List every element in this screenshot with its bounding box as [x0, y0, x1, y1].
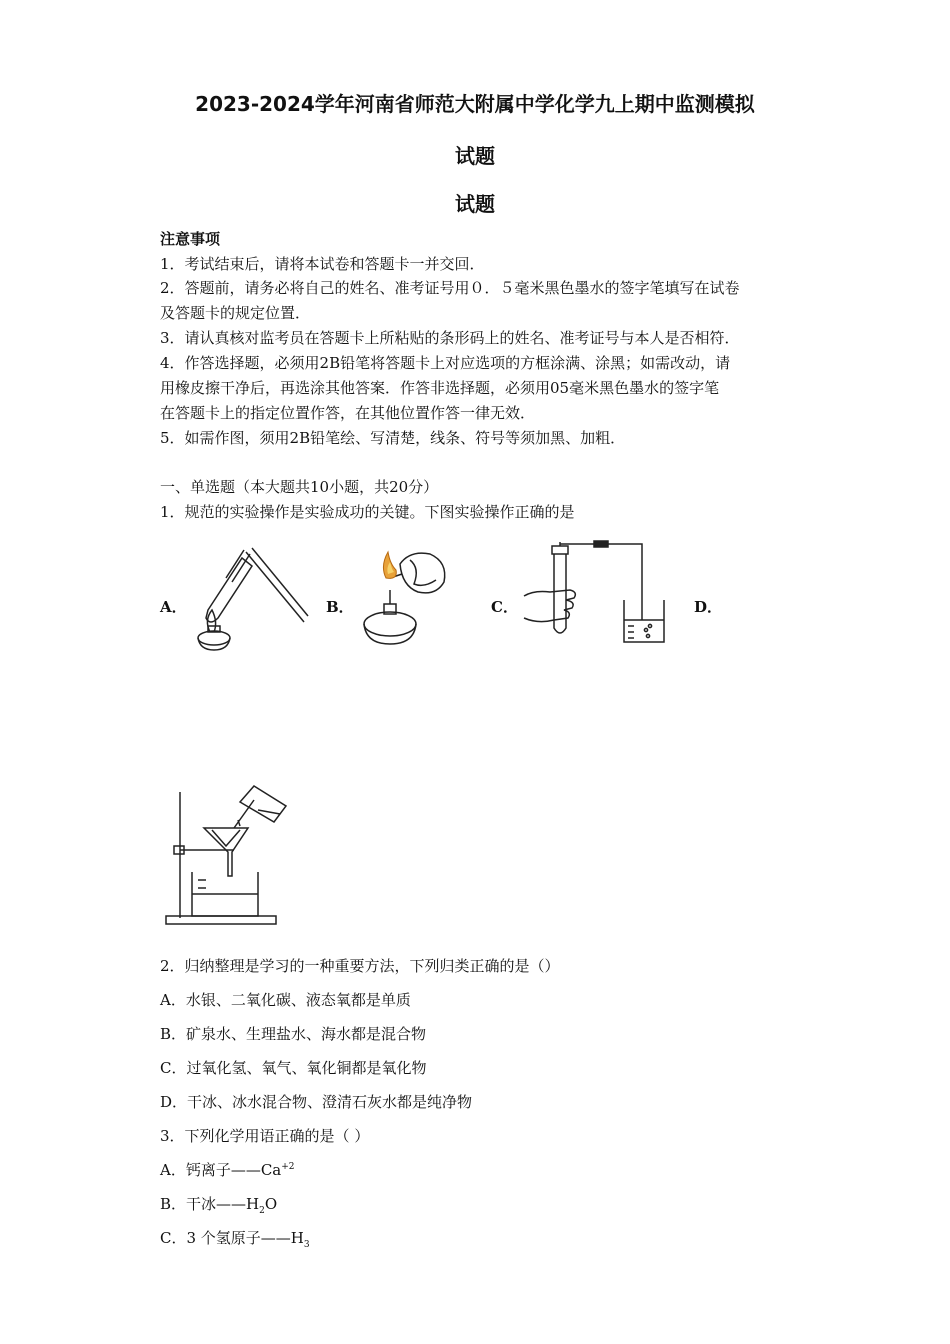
q2-option-b: B．矿泉水、生理盐水、海水都是混合物: [160, 1025, 427, 1043]
notice-heading: 注意事项: [160, 230, 221, 248]
q2-option-d: D．干冰、冰水混合物、澄清石灰水都是纯净物: [160, 1093, 473, 1111]
notice-item: 在答题卡上的指定位置作答，在其他位置作答一律无效．: [160, 404, 536, 422]
figure-a-heating-test-tube: [186, 540, 310, 652]
figure-d-filtration: [162, 780, 292, 930]
q1-label-c: C．: [491, 598, 518, 616]
q3-option-b: [160, 1193, 277, 1216]
q3-option-c-text: C．3 个氢原子——H: [160, 1229, 304, 1247]
q3-option-c: [160, 1227, 310, 1250]
q2-stem: 2．归纳整理是学习的一种重要方法，下列归类正确的是（）: [160, 957, 560, 975]
q2-option-a: A．水银、二氧化碳、液态氧都是单质: [160, 991, 411, 1009]
q3-stem: 3．下列化学用语正确的是（ ）: [160, 1127, 370, 1145]
q3-option-b-sub: 2: [259, 1206, 265, 1216]
figure-c-airtightness-check: [520, 540, 672, 646]
notice-item: 5．如需作图，须用2B铅笔绘、写清楚，线条、符号等须加黑、加粗．: [160, 429, 626, 447]
notice-item: 2．答题前，请务必将自己的姓名、准考证号用０．５毫米黑色墨水的签字笔填写在试卷: [160, 279, 740, 297]
notice-item: 及答题卡的规定位置．: [160, 304, 311, 322]
q1-stem: 1．规范的实验操作是实验成功的关键。下图实验操作正确的是: [160, 503, 575, 521]
q3-option-a-charge: +2: [281, 1162, 295, 1172]
doc-title-line1: 2023-2024学年河南省师范大附属中学化学九上期中监测模拟: [195, 92, 755, 116]
notice-item: 用橡皮擦干净后，再选涂其他答案．作答非选择题，必须用05毫米黑色墨水的签字笔: [160, 379, 720, 397]
q1-label-b: B．: [326, 598, 354, 616]
q3-option-b-tail: O: [264, 1195, 278, 1213]
section-heading: 一、单选题（本大题共10小题，共20分）: [160, 478, 439, 496]
q3-option-b-text: B．干冰——H: [160, 1195, 260, 1213]
notice-item: 1．考试结束后，请将本试卷和答题卡一并交回．: [160, 255, 485, 273]
q3-option-a: [160, 1159, 295, 1180]
q1-label-d: D．: [694, 598, 723, 616]
figure-b-lighting-alcohol-lamp: [350, 540, 450, 652]
notice-item: 4．作答选择题，必须用2B铅笔将答题卡上对应选项的方框涂满、涂黑；如需改动，请: [160, 354, 731, 372]
notice-item: 3．请认真核对监考员在答题卡上所粘贴的条形码上的姓名、准考证号与本人是否相符．: [160, 329, 740, 347]
q3-option-c-sub: 3: [303, 1240, 310, 1250]
q2-option-c: C．过氧化氢、氧气、氧化铜都是氧化物: [160, 1059, 427, 1077]
doc-title-line2: 试题: [455, 144, 495, 168]
q3-option-a-text: A．钙离子——Ca: [160, 1161, 282, 1179]
q1-label-a: A．: [160, 598, 187, 616]
doc-title-line3: 试题: [455, 192, 495, 216]
